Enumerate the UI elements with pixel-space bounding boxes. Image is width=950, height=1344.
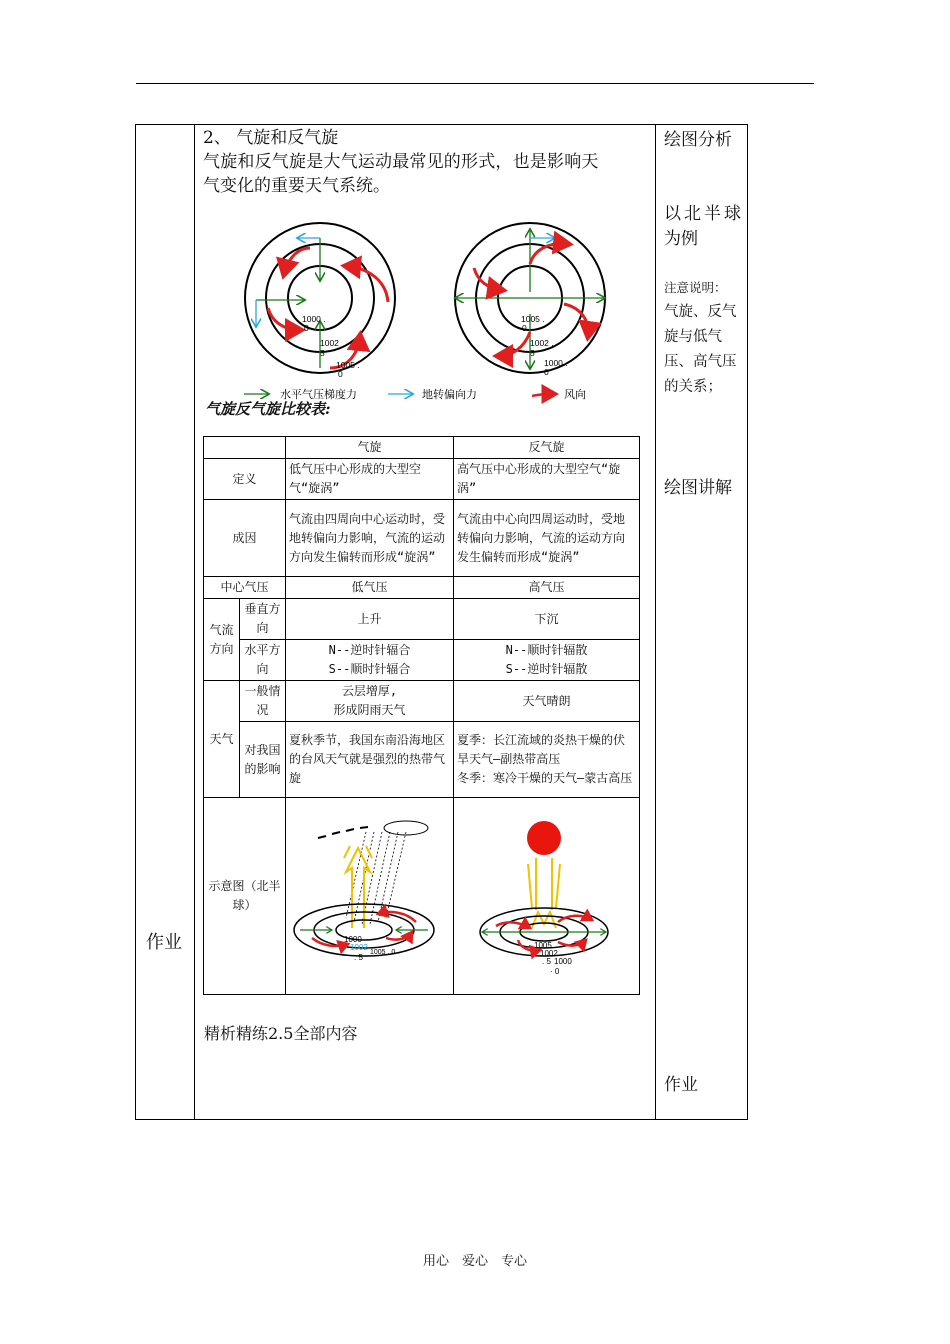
center-pressure-anticyclone: 高气压: [454, 577, 640, 599]
airflow-horizontal-anticyclone: [454, 640, 640, 681]
center-pressure-cyclone: 低气压: [286, 577, 454, 599]
weather-china-anticyclone: [454, 722, 640, 798]
anticyclone-label-1002: 1002 .: [530, 338, 554, 348]
airflow-vertical-anticyclone: 下沉: [454, 599, 640, 640]
weather-general-cyclone-2: 形成阴雨天气: [333, 703, 406, 717]
row-center-pressure-label: 中心气压: [204, 577, 286, 599]
airflow-horizontal-label: 水平方向: [240, 640, 286, 681]
right-note-3: 旋与低气: [664, 329, 722, 345]
cyclone-diagram: [245, 223, 395, 379]
definition-anticyclone: 高气压中心形成的大型空气“旋涡”: [454, 459, 640, 500]
weather-china-label: 对我国的影响: [240, 722, 286, 798]
airflow-horizontal-anticyclone-n: N--顺时针辐散: [505, 643, 588, 657]
row-airflow-label: 气流方向: [204, 599, 240, 681]
right-note-draw-analysis: 绘图分析: [664, 130, 732, 150]
schematic-anticyclone-label-1005: 1005: [534, 941, 552, 950]
cyclone-label-1000: 1000 .: [302, 314, 326, 324]
cyclone-label-1002-b: 5: [320, 348, 325, 358]
cyclone-label-1000-b: 0: [304, 323, 309, 333]
schematic-anticyclone-figure: [454, 798, 638, 994]
schematic-anticyclone: [454, 798, 640, 995]
anticyclone-label-1005-b: 0: [522, 323, 527, 333]
schematic-anticyclone-label-1002: 1002: [540, 949, 558, 958]
schematic-cyclone: [286, 798, 454, 995]
weather-general-label: 一般情况: [240, 681, 286, 722]
anticyclone-label-1002-b: 5: [530, 348, 535, 358]
weather-general-anticyclone: 天气晴朗: [454, 681, 640, 722]
column-divider-right: [655, 124, 656, 1120]
schematic-cyclone-label-1002: 1002: [350, 943, 368, 952]
right-note-2: 气旋、反气: [664, 304, 737, 320]
schematic-cyclone-label-1005: 1005 . 0: [370, 949, 396, 956]
legend-pressure-gradient: 水平气压梯度力: [280, 388, 357, 401]
header-rule: [136, 83, 814, 84]
schematic-anticyclone-label-1000: 1000: [554, 957, 572, 966]
airflow-horizontal-anticyclone-s: S--逆时针辐散: [505, 662, 588, 676]
airflow-horizontal-cyclone: [286, 640, 454, 681]
legend-wind: 风向: [564, 388, 586, 401]
schematic-cyclone-label-5: . 5: [354, 953, 363, 962]
weather-general-cyclone-1: 云层增厚,: [341, 684, 398, 698]
page-footer: 用心 爱心 专心: [422, 1254, 527, 1269]
intro-line-1: 气旋和反气旋是大气运动最常见的形式，也是影响天: [203, 152, 599, 172]
cyclone-label-1005: 1005 .: [336, 360, 360, 370]
left-column-label: 作业: [146, 932, 182, 953]
header-cyclone: 气旋: [286, 437, 454, 459]
right-note-example: 为例: [664, 229, 698, 249]
anticyclone-label-1005: 1005 .: [521, 314, 545, 324]
cause-anticyclone: 气流由中心向四周运动时，受地转偏向力影响，气流的运动方向发生偏转而形成“旋涡”: [454, 500, 640, 577]
section-title: 2、 气旋和反气旋: [203, 128, 339, 148]
right-note-homework: 作业: [664, 1075, 698, 1095]
legend-coriolis: 地转偏向力: [422, 388, 477, 401]
row-cause-label: 成因: [204, 500, 286, 577]
airflow-vertical-label: 垂直方向: [240, 599, 286, 640]
weather-china-cyclone: 夏秋季节，我国东南沿海地区的台风天气就是强烈的热带气旋: [286, 722, 454, 798]
cause-cyclone: 气流由四周向中心运动时，受地转偏向力影响，气流的运动方向发生偏转而形成“旋涡”: [286, 500, 454, 577]
weather-general-cyclone: [286, 681, 454, 722]
cyclone-label-1002: 1002: [320, 338, 339, 348]
schematic-anticyclone-label-5: . 5: [542, 957, 551, 966]
definition-cyclone: 低气压中心形成的大型空气“旋涡”: [286, 459, 454, 500]
airflow-vertical-cyclone: 上升: [286, 599, 454, 640]
comparison-table: [203, 436, 640, 995]
airflow-horizontal-cyclone-s: S--顺时针辐合: [328, 662, 411, 676]
anticyclone-diagram: [455, 223, 605, 377]
cyclone-anticyclone-figure: [238, 218, 638, 406]
right-note-4: 压、高气压: [664, 354, 737, 370]
anticyclone-label-1000-b: 0: [544, 367, 549, 377]
right-note-1: 注意说明：: [664, 280, 727, 295]
right-note-draw-explain: 绘图讲解: [664, 478, 732, 498]
anticyclone-label-1000: 1000 .: [544, 358, 568, 368]
airflow-horizontal-cyclone-n: N--逆时针辐合: [328, 643, 411, 657]
row-schematic-label: 示意图（北半球）: [204, 798, 286, 995]
exercise-text: 精析精练2.5全部内容: [204, 1024, 358, 1043]
schematic-cyclone-figure: [286, 798, 452, 994]
weather-china-anticyclone-summer: 夏季：长江流域的炎热干燥的伏旱天气—副热带高压: [457, 733, 626, 766]
row-weather-label: 天气: [204, 681, 240, 798]
column-divider-left: [194, 124, 195, 1120]
weather-china-anticyclone-winter: 冬季：寒冷干燥的天气—蒙古高压: [457, 771, 633, 785]
intro-line-2: 气变化的重要天气系统。: [203, 176, 390, 196]
schematic-cyclone-label-1000: 1000: [344, 935, 362, 944]
right-note-5: 的关系；: [664, 379, 722, 395]
schematic-anticyclone-label-0: · 0: [550, 967, 560, 976]
table-title: 气旋反气旋比较表:: [205, 400, 331, 418]
right-note-northern: 以北半球: [664, 204, 744, 224]
row-definition-label: 定义: [204, 459, 286, 500]
header-empty: [204, 437, 286, 459]
cyclone-label-1005-b: 0: [338, 369, 343, 379]
header-anticyclone: 反气旋: [454, 437, 640, 459]
